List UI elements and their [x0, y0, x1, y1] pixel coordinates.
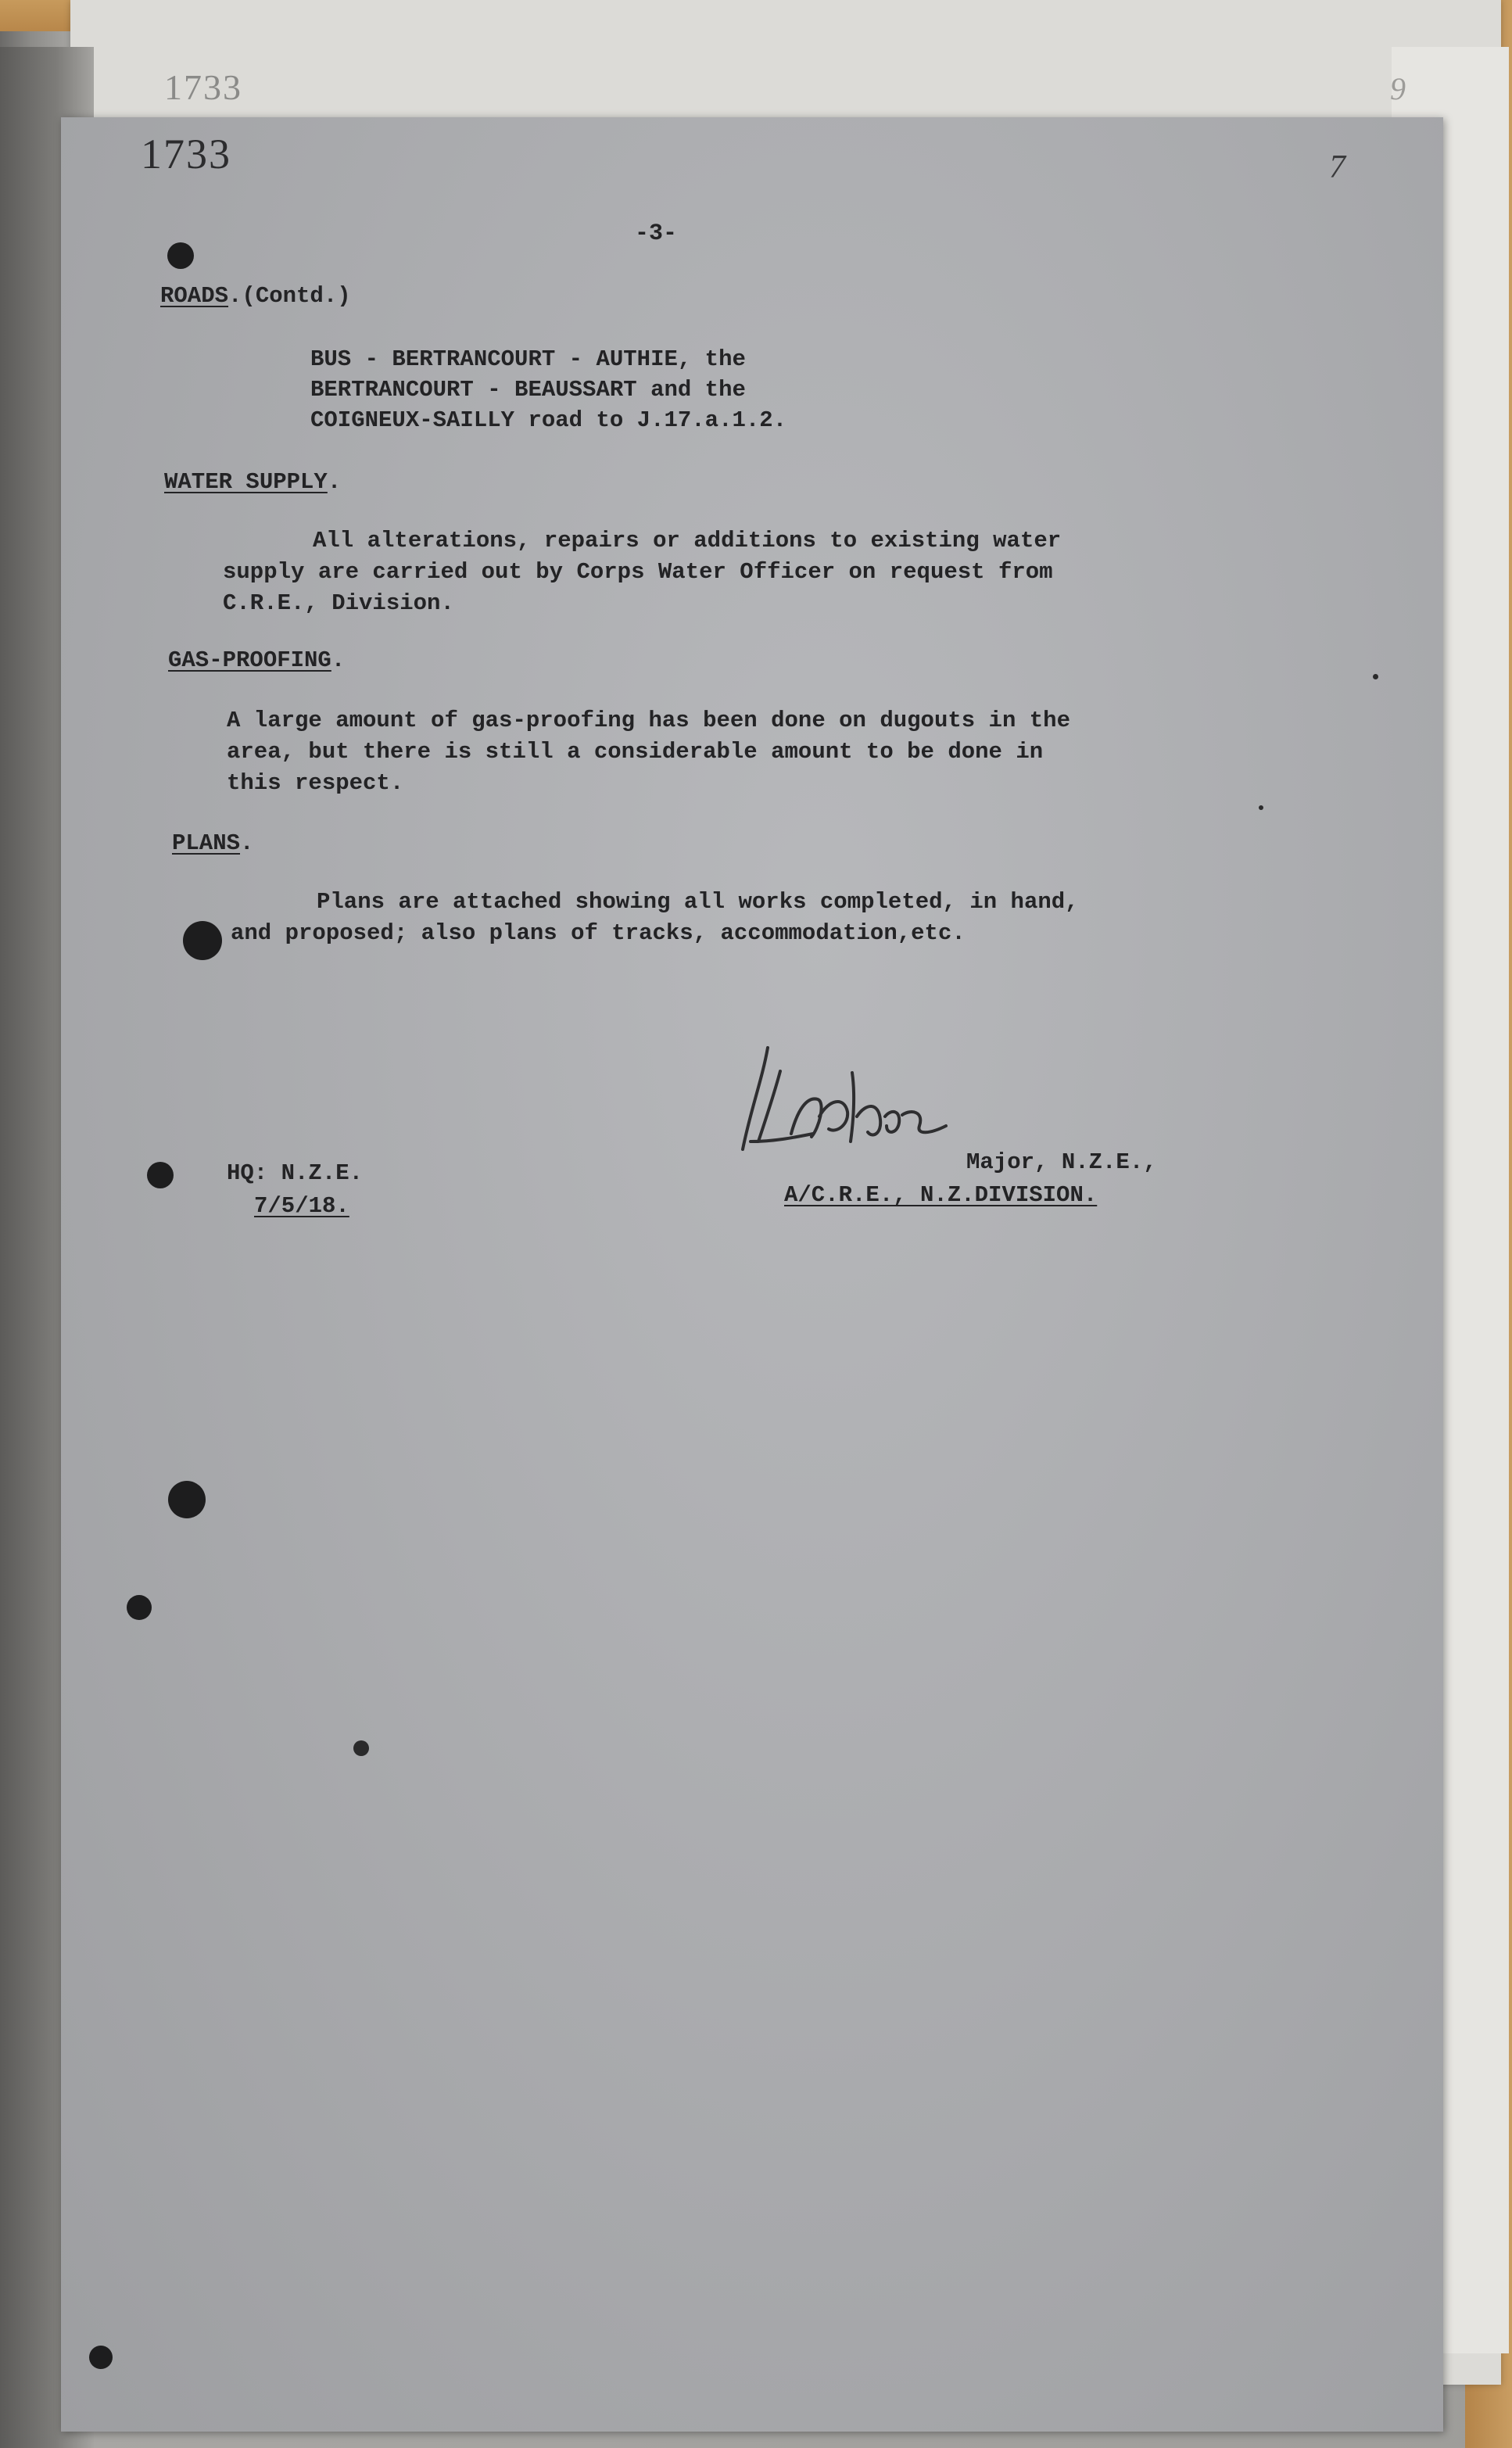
section-line: A large amount of gas-proofing has been done on dugouts in the	[227, 708, 1070, 733]
typed-page	[61, 117, 1443, 2432]
section-line: area, but there is still a considerable amount to be done in	[227, 739, 1044, 765]
section-line: Plans are attached showing all works completed, in hand,	[317, 889, 1079, 915]
punch-hole	[89, 2346, 113, 2369]
punch-hole	[127, 1595, 152, 1620]
page-number: -3-	[635, 220, 678, 247]
punch-hole	[147, 1162, 174, 1188]
document-date: 7/5/18.	[254, 1193, 349, 1219]
section-line: BUS - BERTRANCOURT - AUTHIE, the	[310, 346, 746, 372]
corner-page-number: 7	[1329, 149, 1345, 185]
section-heading-plans: PLANS.	[172, 830, 254, 856]
headquarters-line: HQ: N.Z.E.	[227, 1160, 364, 1186]
signatory-appointment: A/C.R.E., N.Z.DIVISION.	[784, 1182, 1098, 1208]
punch-hole	[167, 242, 194, 269]
punch-hole	[183, 921, 222, 960]
ink-spot	[1259, 805, 1263, 810]
ink-spot	[1373, 674, 1378, 679]
underlying-page-number: 9	[1390, 71, 1406, 106]
section-line: C.R.E., Division.	[223, 590, 454, 616]
underlying-folio-number: 1733	[164, 67, 242, 107]
section-line: supply are carried out by Corps Water Officer on request from	[223, 559, 1053, 585]
folio-number: 1733	[141, 131, 231, 177]
section-line: BERTRANCOURT - BEAUSSART and the	[310, 377, 746, 403]
section-line: and proposed; also plans of tracks, accommodation,etc.	[231, 920, 966, 946]
punch-hole	[168, 1481, 206, 1518]
section-line: All alterations, repairs or additions to existing water	[313, 528, 1062, 554]
ink-spot	[353, 1740, 369, 1756]
signatory-rank: Major, N.Z.E.,	[966, 1149, 1157, 1175]
section-heading-water-supply: WATER SUPPLY.	[164, 469, 342, 495]
section-heading-roads: ROADS.(Contd.)	[160, 283, 351, 309]
section-line: COIGNEUX-SAILLY road to J.17.a.1.2.	[310, 407, 787, 433]
handwritten-signature	[719, 1024, 954, 1173]
section-heading-gas-proofing: GAS-PROOFING.	[168, 647, 346, 673]
section-line: this respect.	[227, 770, 404, 796]
